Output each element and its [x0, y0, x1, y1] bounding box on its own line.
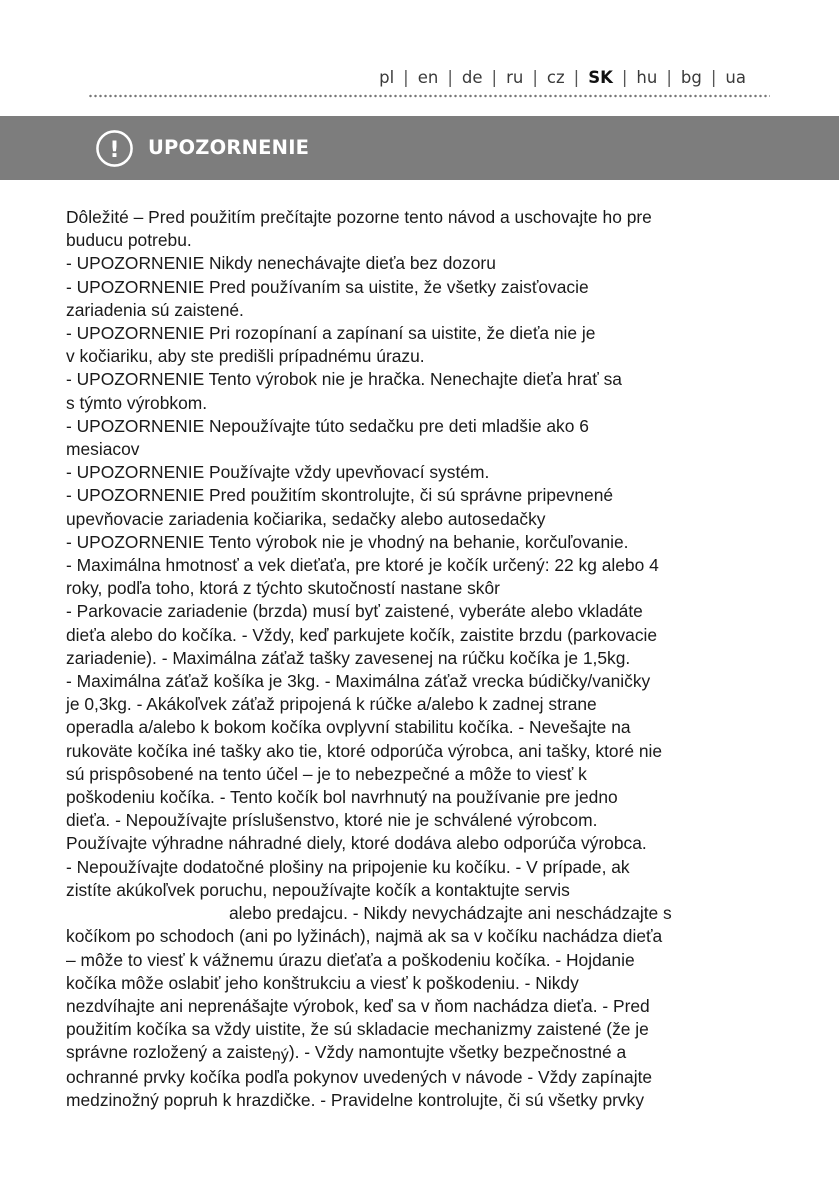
text-line: sú prispôsobené na tento účel – je to nebezpečné a môže to viesť k	[66, 763, 587, 784]
language-cz[interactable]: cz	[546, 68, 565, 87]
text-line: roky, podľa toho, ktorá z týchto skutočností nastane skôr	[66, 578, 500, 599]
exclamation-glyph: !	[109, 136, 120, 163]
text-line: - UPOZORNENIE Nikdy nenechávajte dieťa bez dozoru	[66, 253, 496, 274]
banner-title: UPOZORNENIE	[148, 136, 310, 159]
text-line: kočíka môže oslabiť jeho konštrukciu a viesť k poškodeniu. - Nikdy	[66, 972, 579, 993]
language-separator: |	[621, 68, 628, 87]
text-line: s týmto výrobkom.	[66, 392, 208, 413]
text-line: - UPOZORNENIE Nepoužívajte túto sedačku pre deti mladšie ako 6	[66, 415, 589, 436]
text-line: ochranné prvky kočíka podľa pokynov uvedených v návode - Vždy zapínajte	[66, 1066, 653, 1087]
text-line: dieťa. - Nepoužívajte príslušenstvo, ktoré nie je schválené výrobcom.	[66, 810, 598, 831]
text-line: - UPOZORNENIE Používajte vždy upevňovací systém.	[66, 462, 490, 483]
language-separator: |	[403, 68, 409, 87]
text-line: použitím kočíka sa vždy uistite, že sú skladacie mechanizmy zaistené (že je	[66, 1019, 649, 1040]
text-line: dieťa alebo do kočíka. - Vždy, keď parkujete kočík, zaistite brzdu (parkovacie	[66, 624, 658, 645]
text-fragment: správne rozložený a zaiste	[66, 1042, 272, 1063]
text-line: Dôležité – Pred použitím prečítajte pozorne tento návod a uschovajte ho pre	[66, 207, 652, 227]
text-line: rukoväte kočíka iné tašky ako tie, ktoré odporúča výrobca, ani tašky, ktoré nie	[66, 740, 663, 761]
language-sk[interactable]: SK	[588, 68, 613, 87]
text-line: poškodeniu kočíka. - Tento kočík bol navrhnutý na používanie pre jedno	[66, 787, 618, 808]
text-line: alebo predajcu. - Nikdy nevychádzajte ani neschádzajte s	[229, 903, 672, 924]
warning-banner	[0, 116, 839, 180]
text-line: buducu potrebu.	[66, 230, 192, 251]
language-de[interactable]: de	[461, 68, 483, 87]
text-line: - UPOZORNENIE Pri rozopínaní a zapínaní sa uistite, že dieťa nie je	[66, 323, 596, 344]
language-separator: |	[491, 68, 498, 87]
language-hu[interactable]: hu	[636, 68, 658, 87]
text-line: zariadenia sú zaistené.	[66, 299, 244, 320]
text-line: v kočiariku, aby ste predišli prípadnému úrazu.	[66, 346, 425, 367]
text-line: kočíkom po schodoch (ani po lyžinách), najmä ak sa v kočíku nachádza dieťa	[66, 926, 663, 947]
text-line: - UPOZORNENIE Tento výrobok nie je vhodný na behanie, korčuľovanie.	[66, 531, 629, 552]
language-separator: |	[710, 68, 717, 87]
language-separator: |	[666, 68, 672, 87]
text-line: zistíte akúkoľvek poruchu, nepoužívajte kočík a kontaktujte servis	[66, 879, 570, 900]
text-line: Používajte výhradne náhradné diely, ktoré dodáva alebo odporúča výrobca.	[66, 833, 647, 854]
text-line: – môže to viesť k vážnemu úrazu dieťaťa a poškodeniu kočíka. - Hojdanie	[66, 949, 635, 970]
language-pl[interactable]: pl	[379, 68, 395, 87]
text-line: - UPOZORNENIE Tento výrobok nie je hračka. Nenechajte dieťa hrať sa	[66, 369, 622, 390]
text-line: operadla a/alebo k bokom kočíka ovplyvní stabilitu kočíka. - Nevešajte na	[66, 717, 631, 738]
text-line: - UPOZORNENIE Pred používaním sa uistite, že všetky zaisťovacie	[66, 276, 589, 297]
text-fragment: ). - Vždy namontujte všetky bezpečnostné a	[288, 1042, 627, 1063]
text-line-subscript	[66, 1041, 796, 1065]
language-selector	[0, 68, 746, 87]
text-lines-bottom	[66, 1066, 796, 1112]
language-en[interactable]: en	[417, 68, 439, 87]
exclamation-circle-icon	[95, 129, 134, 168]
language-bg[interactable]: bg	[680, 68, 702, 87]
text-line: - Maximálna záťaž košíka je 3kg. - Maximálna záťaž vrecka búdičky/vaničky	[66, 671, 651, 692]
language-separator: |	[532, 68, 538, 87]
text-line: upevňovacie zariadenia kočiarika, sedačky alebo autosedačky	[66, 508, 546, 529]
text-line: - UPOZORNENIE Pred použitím skontrolujte, či sú správne pripevnené	[66, 485, 614, 506]
text-line: medzinožný popruh k hrazdičke. - Pravidelne kontrolujte, či sú všetky prvky	[66, 1089, 645, 1110]
text-line: - Parkovacie zariadenie (brzda) musí byť zaistené, vyberáte alebo vkladáte	[66, 601, 643, 622]
warning-text	[66, 206, 796, 1112]
text-line: mesiacov	[66, 439, 140, 460]
dotted-divider	[88, 93, 770, 99]
text-lines-top	[66, 206, 796, 1041]
text-line: zariadenie). - Maximálna záťaž tašky zavesenej na rúčku kočíka je 1,5kg.	[66, 647, 631, 668]
subscript-fragment: ný	[271, 1047, 289, 1065]
language-separator: |	[447, 68, 453, 87]
text-line: nezdvíhajte ani neprenášajte výrobok, keď sa v ňom nachádza dieťa. - Pred	[66, 995, 650, 1016]
language-ua[interactable]: ua	[725, 68, 746, 87]
text-line: - Maximálna hmotnosť a vek dieťaťa, pre ktoré je kočík určený: 22 kg alebo 4	[66, 555, 659, 576]
text-line: - Nepoužívajte dodatočné plošiny na pripojenie ku kočíku. - V prípade, ak	[66, 856, 630, 877]
language-ru[interactable]: ru	[506, 68, 524, 87]
language-separator: |	[573, 68, 580, 87]
text-line: je 0,3kg. - Akákoľvek záťaž pripojená k rúčke a/alebo k zadnej strane	[66, 694, 597, 715]
